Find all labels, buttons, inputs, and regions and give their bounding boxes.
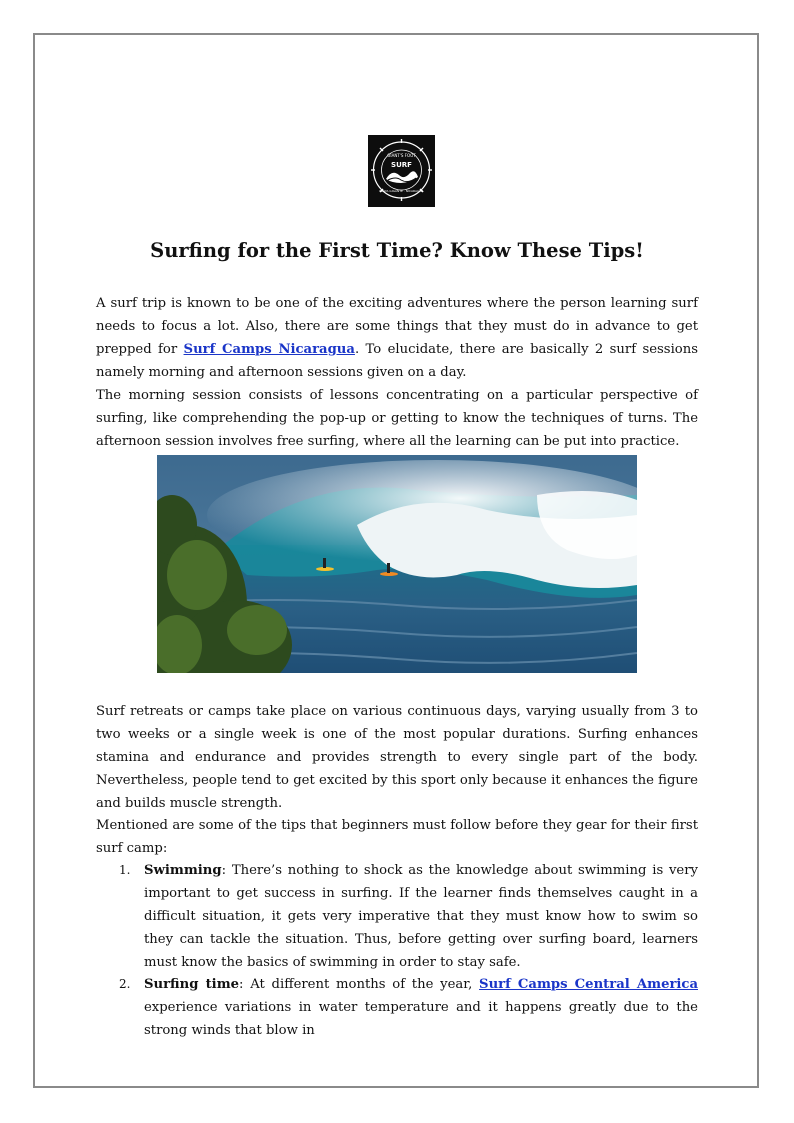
intro-text-after: . To elucidate, there are basically 2 surf sessions namely morning and afternoon sessions given on a day. <box>96 342 698 380</box>
list-number: 2. <box>119 977 131 991</box>
intro-paragraph-1 <box>96 292 698 384</box>
surf-wave-photo <box>157 455 637 673</box>
logo-center-text: SURF <box>391 161 412 169</box>
tip-text-after: experience variations in water temperature and it happens greatly due to the strong winds that blow in <box>144 1000 698 1038</box>
logo-top-text: GIANT'S FOOT <box>387 153 416 158</box>
tip-heading: Surfing time <box>144 977 240 992</box>
intro-text: A surf trip is known to be one of the exciting adventures where the person learning surf needs to focus a lot. Also, there are some things that they must do in advance to get prepped for <box>96 296 698 357</box>
list-number: 1. <box>119 863 131 877</box>
body-paragraph-2: Mentioned are some of the tips that beginners must follow before they gear for their first surf camp: <box>96 818 698 856</box>
tip-text: : At different months of the year, <box>239 977 480 992</box>
surf-camps-central-america-link[interactable]: Surf Camps Central America <box>479 977 698 992</box>
logo-bottom-text: PLAYA GIGANTE · NICARAGUA <box>379 189 424 193</box>
tip-surfing-time <box>144 973 698 1042</box>
body-paragraph-1: Surf retreats or camps take place on various continuous days, varying usually from 3 to two weeks or a single week is one of the most popular durations. Surfing enhances stamina and endurance and provides strength to every single part of the body. Nevertheless, people tend to get excited by this sport only because it enhances the figure and builds muscle strength. <box>96 704 698 811</box>
surf-logo <box>368 135 435 207</box>
intro-paragraph-2: The morning session consists of lessons concentrating on a particular perspective of surfing, like comprehending the pop-up or getting to know the techniques of turns. The afternoon session involves free surfing, where all the learning can be put into practice. <box>96 388 698 449</box>
page-title: Surfing for the First Time? Know These Tips! <box>150 239 644 262</box>
tip-heading: Swimming <box>144 863 222 878</box>
tip-swimming <box>144 859 698 974</box>
tip-text: : There’s nothing to shock as the knowledge about swimming is very important to get success in surfing. If the learner finds themselves caught in a difficult situation, it gets very imperative that they must know how to swim so they can tackle the situation. Thus, before getting over surfing board, learners must know the basics of swimming in order to stay safe. <box>144 863 698 970</box>
surf-camps-nicaragua-link[interactable]: Surf Camps Nicaragua <box>183 342 355 357</box>
